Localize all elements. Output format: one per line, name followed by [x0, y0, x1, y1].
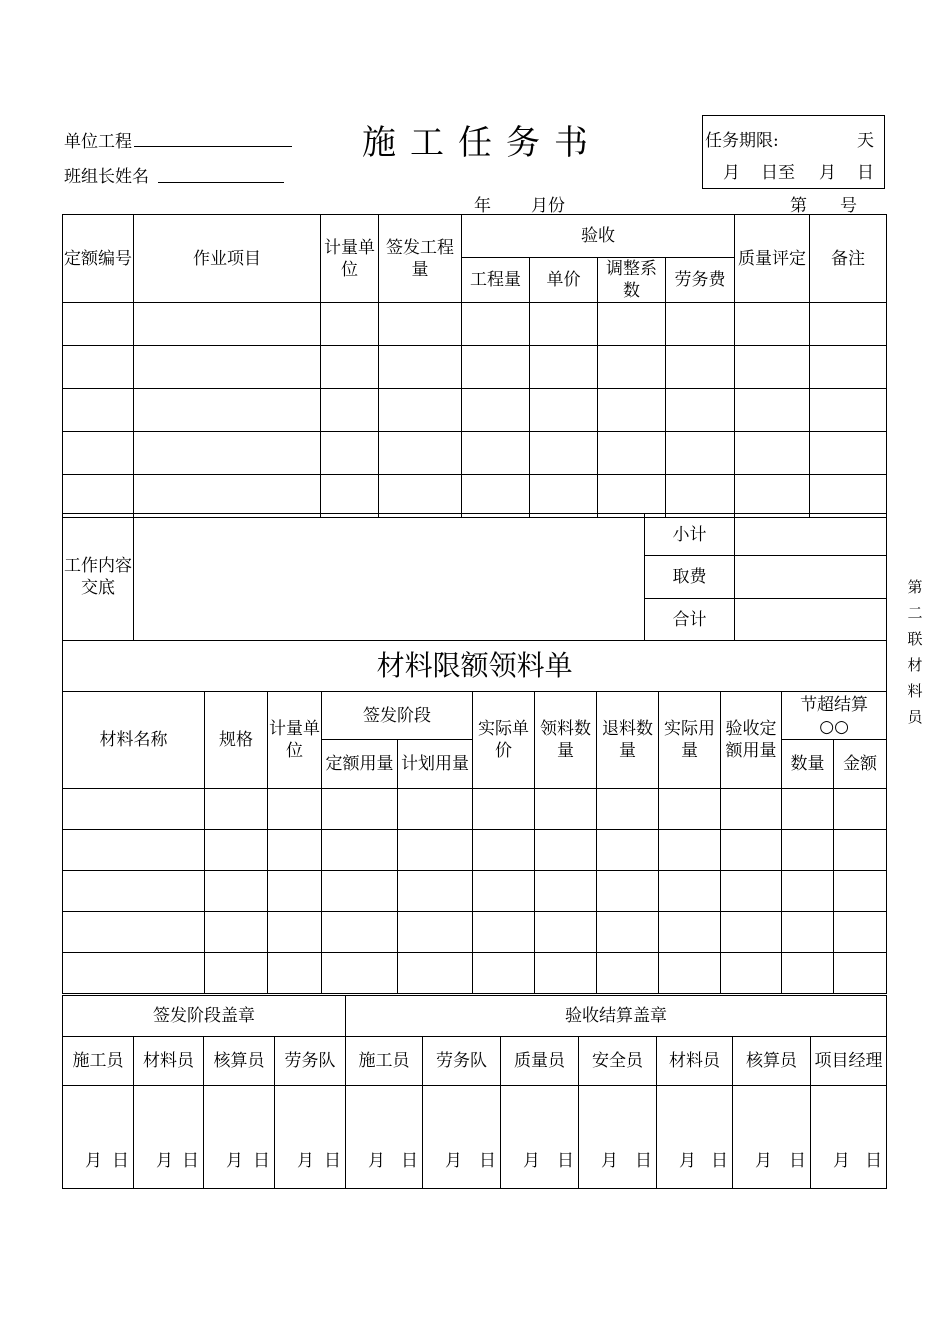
date-month: 月 — [226, 1151, 243, 1171]
fee-value — [735, 556, 887, 599]
signature-date-cell — [657, 1086, 733, 1189]
mhdr-plan-use: 计划用量 — [398, 740, 473, 789]
signature-date-cell — [63, 1086, 134, 1189]
hdr-acc-qty: 工程量 — [462, 258, 530, 303]
material-row — [63, 789, 887, 830]
hdr-remark: 备注 — [810, 215, 887, 303]
mhdr-actual-use: 实际用量 — [659, 692, 721, 789]
task-row — [63, 303, 887, 346]
acceptance-role: 劳务队 — [423, 1037, 501, 1086]
hdr-quality: 质量评定 — [735, 215, 810, 303]
year-label: 年 — [474, 196, 491, 216]
mhdr-settlement — [782, 692, 887, 740]
date-day: 日 — [557, 1151, 574, 1171]
date-day: 日 — [324, 1151, 341, 1171]
unit-project-line — [134, 146, 292, 147]
material-row — [63, 871, 887, 912]
team-leader-line — [158, 182, 284, 183]
acceptance-role: 质量员 — [501, 1037, 579, 1086]
task-row — [63, 346, 887, 389]
seal-table — [62, 995, 887, 1189]
mhdr-issue-stage: 签发阶段 — [322, 692, 473, 740]
hdr-acc-price: 单价 — [530, 258, 598, 303]
hdr-acc-adjust: 调整系数 — [598, 258, 666, 303]
date-month: 月 — [297, 1151, 314, 1171]
period-month2: 月 — [819, 163, 836, 183]
signature-date-cell — [204, 1086, 275, 1189]
material-table — [62, 640, 887, 994]
signature-date-cell — [134, 1086, 204, 1189]
issue-role: 材料员 — [134, 1037, 204, 1086]
signature-date-cell — [501, 1086, 579, 1189]
hdr-work-item: 作业项目 — [134, 215, 321, 303]
material-title: 材料限额领料单 — [63, 641, 887, 692]
mhdr-qty: 数量 — [782, 740, 834, 789]
team-leader-label: 班组长姓名 — [64, 167, 149, 187]
total-label: 合计 — [645, 599, 735, 641]
task-row — [63, 432, 887, 475]
material-row — [63, 912, 887, 953]
date-month: 月 — [368, 1151, 385, 1171]
signature-date-cell — [423, 1086, 501, 1189]
material-row — [63, 953, 887, 994]
date-day: 日 — [401, 1151, 418, 1171]
date-day: 日 — [112, 1151, 129, 1171]
fee-label: 取费 — [645, 556, 735, 599]
date-day: 日 — [865, 1151, 883, 1171]
issue-role: 劳务队 — [275, 1037, 346, 1086]
mhdr-settlement-label: 节超结算 — [800, 694, 869, 715]
signature-date-cell — [275, 1086, 346, 1189]
acceptance-seal: 验收结算盖章 — [346, 996, 887, 1037]
mhdr-accepted-quota: 验收定额用量 — [721, 692, 782, 789]
hdr-unit: 计量单位 — [321, 215, 379, 303]
signature-date-cell — [733, 1086, 811, 1189]
signature-date-cell — [579, 1086, 657, 1189]
mhdr-spec: 规格 — [205, 692, 268, 789]
date-day: 日 — [789, 1151, 806, 1171]
period-day-to: 日至 — [761, 163, 795, 183]
date-month: 月 — [755, 1151, 772, 1171]
subtotal-value — [735, 514, 887, 556]
hdr-acceptance: 验收 — [462, 215, 735, 258]
work-content-table — [62, 513, 887, 641]
period-day: 天 — [857, 131, 874, 151]
date-day: 日 — [635, 1151, 652, 1171]
material-row — [63, 830, 887, 871]
acceptance-role: 施工员 — [346, 1037, 423, 1086]
mhdr-amount: 金额 — [834, 740, 887, 789]
mhdr-returned-qty: 退料数量 — [597, 692, 659, 789]
acceptance-role: 核算员 — [733, 1037, 811, 1086]
acceptance-role: 项目经理 — [811, 1037, 887, 1086]
date-month: 月 — [523, 1151, 540, 1171]
mhdr-drawn-qty: 领料数量 — [535, 692, 597, 789]
mhdr-actual-price: 实际单价 — [473, 692, 535, 789]
total-value — [735, 599, 887, 641]
subtotal-label: 小计 — [645, 514, 735, 556]
date-month: 月 — [601, 1151, 618, 1171]
date-day: 日 — [182, 1151, 199, 1171]
date-month: 月 — [156, 1151, 173, 1171]
date-month: 月 — [85, 1151, 102, 1171]
hdr-issued-qty: 签发工程量 — [379, 215, 462, 303]
issue-role: 核算员 — [204, 1037, 275, 1086]
mhdr-name: 材料名称 — [63, 692, 205, 789]
task-row — [63, 475, 887, 518]
acceptance-role: 安全员 — [579, 1037, 657, 1086]
acceptance-role: 材料员 — [657, 1037, 733, 1086]
task-period-box — [702, 115, 885, 189]
number-suffix: 号 — [840, 196, 857, 216]
issue-stage-seal: 签发阶段盖章 — [63, 996, 346, 1037]
signature-date-cell — [811, 1086, 887, 1189]
date-month: 月 — [679, 1151, 696, 1171]
page-title: 施工任务书 — [362, 123, 602, 163]
date-day: 日 — [479, 1151, 496, 1171]
date-day: 日 — [253, 1151, 270, 1171]
work-content-area — [134, 514, 645, 641]
mhdr-unit: 计量单位 — [268, 692, 322, 789]
unit-project-label: 单位工程 — [64, 132, 132, 152]
task-table — [62, 214, 887, 518]
period-label: 任务期限: — [705, 131, 779, 151]
number-prefix: 第 — [790, 196, 807, 216]
task-row — [63, 389, 887, 432]
signature-date-cell — [346, 1086, 423, 1189]
date-day: 日 — [711, 1151, 728, 1171]
hdr-acc-labor: 劳务费 — [666, 258, 735, 303]
copy-side-note: 第二联 材料员 — [907, 578, 923, 726]
month-part-label: 月份 — [531, 196, 565, 216]
mhdr-settlement-marks: ○○ — [819, 716, 849, 737]
issue-role: 施工员 — [63, 1037, 134, 1086]
hdr-quota-no: 定额编号 — [63, 215, 134, 303]
date-month: 月 — [445, 1151, 462, 1171]
date-month: 月 — [833, 1151, 850, 1171]
mhdr-quota-use: 定额用量 — [322, 740, 398, 789]
period-day2: 日 — [857, 163, 874, 183]
period-month1: 月 — [723, 163, 740, 183]
work-content-label: 工作内容交底 — [63, 514, 134, 641]
